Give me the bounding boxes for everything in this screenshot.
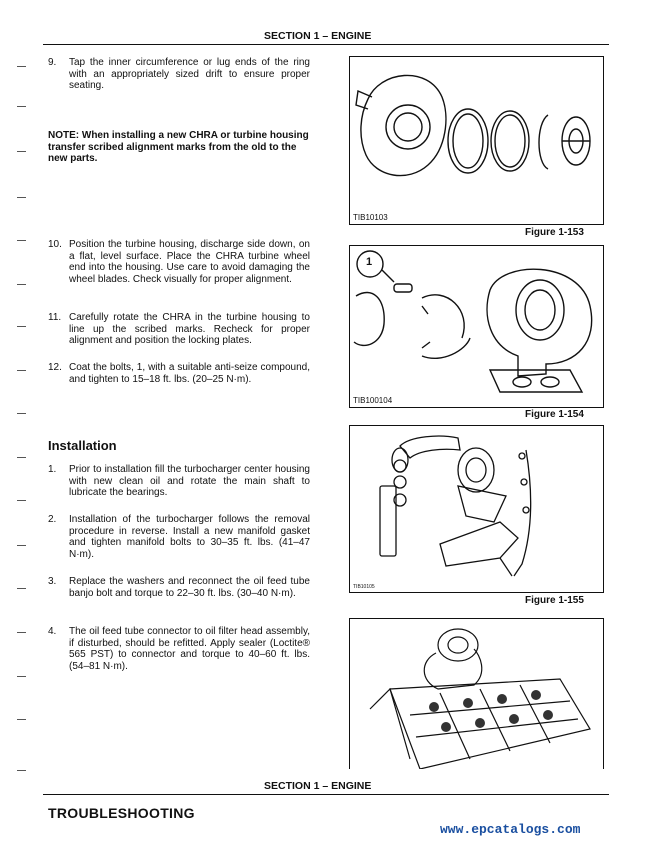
step-number: 2.	[48, 514, 57, 525]
figure-caption: Figure 1-153	[525, 227, 584, 238]
watermark-link[interactable]: www.epcatalogs.com	[440, 822, 581, 837]
step-text: The oil feed tube connector to oil filter head assembly, if disturbed, should be refitted. Apply sealer (Loctite® 565 PST) to connector and torque to 40–60 ft. lbs. (54–81 N·m).	[69, 626, 310, 672]
step-text: Replace the washers and reconnect the oil feed tube banjo bolt and torque to 22–30 ft. lbs. (30–40 N·m).	[69, 576, 310, 599]
chra-turbine-housing-illustration	[350, 246, 603, 407]
step-number: 1.	[48, 464, 57, 475]
figure-caption: Figure 1-154	[525, 409, 584, 420]
figure-1-154-image	[349, 245, 604, 408]
step-text: Prior to installation fill the turbocharger center housing with new clean oil and rotate the main shaft to lubricate the bearings.	[69, 464, 310, 499]
step-text: Installation of the turbocharger follows the removal procedure in reverse. Install a new manifold gasket and tighten manifold bolts to 30–35 ft. lbs. (41–47 N·m).	[69, 514, 310, 560]
install-step-2	[48, 514, 310, 560]
step-number: 10.	[48, 239, 62, 250]
step-11	[48, 312, 310, 347]
install-step-1	[48, 464, 310, 499]
step-number: 3.	[48, 576, 57, 587]
step-text: Coat the bolts, 1, with a suitable anti-seize compound, and tighten to 15–18 ft. lbs. (20–25 N·m).	[69, 362, 310, 385]
figure-id: TIB10105	[353, 584, 375, 590]
turbine-housing-and-rings-illustration	[350, 57, 603, 224]
install-step-4	[48, 626, 310, 672]
step-12	[48, 362, 310, 385]
footer-rule	[43, 794, 609, 795]
figure-id: TIB100104	[353, 396, 393, 405]
section-header: SECTION 1 – ENGINE	[264, 30, 372, 42]
note-alignment-marks: NOTE: When installing a new CHRA or turbine housing transfer scribed alignment marks from the old to the new parts.	[48, 130, 309, 165]
header-rule	[43, 44, 609, 45]
install-step-3	[48, 576, 310, 599]
figure-1-153-image	[349, 56, 604, 225]
engine-assembly-illustration	[350, 619, 603, 769]
troubleshooting-heading: TROUBLESHOOTING	[48, 805, 195, 821]
step-text: Carefully rotate the CHRA in the turbine housing to line up the scribed marks. Recheck for proper alignment and position the locking plates.	[69, 312, 310, 347]
step-number: 11.	[48, 312, 62, 323]
step-number: 12.	[48, 362, 62, 373]
figure-caption: Figure 1-155	[525, 595, 584, 606]
step-9	[48, 57, 310, 92]
engine-turbocharger-figure	[349, 618, 604, 769]
callout-label: 1	[366, 256, 373, 268]
step-number: 4.	[48, 626, 57, 637]
figure-1-155-image	[349, 425, 604, 593]
step-10	[48, 239, 310, 285]
step-text: Tap the inner circumference or lug ends of the ring with an appropriately sized drift to ensure proper seating.	[69, 57, 310, 92]
step-number: 9.	[48, 57, 57, 68]
figure-id: TIB10103	[353, 213, 388, 222]
footer-section-header: SECTION 1 – ENGINE	[264, 780, 372, 792]
step-text: Position the turbine housing, discharge side down, on a flat, level surface. Place the CHRA turbine wheel end into the housing. Use care to avoid damaging the wheel blades. Check visually for proper alignment.	[69, 239, 310, 285]
turbocharger-manifold-exploded-illustration	[350, 426, 603, 592]
installation-heading: Installation	[48, 438, 117, 453]
